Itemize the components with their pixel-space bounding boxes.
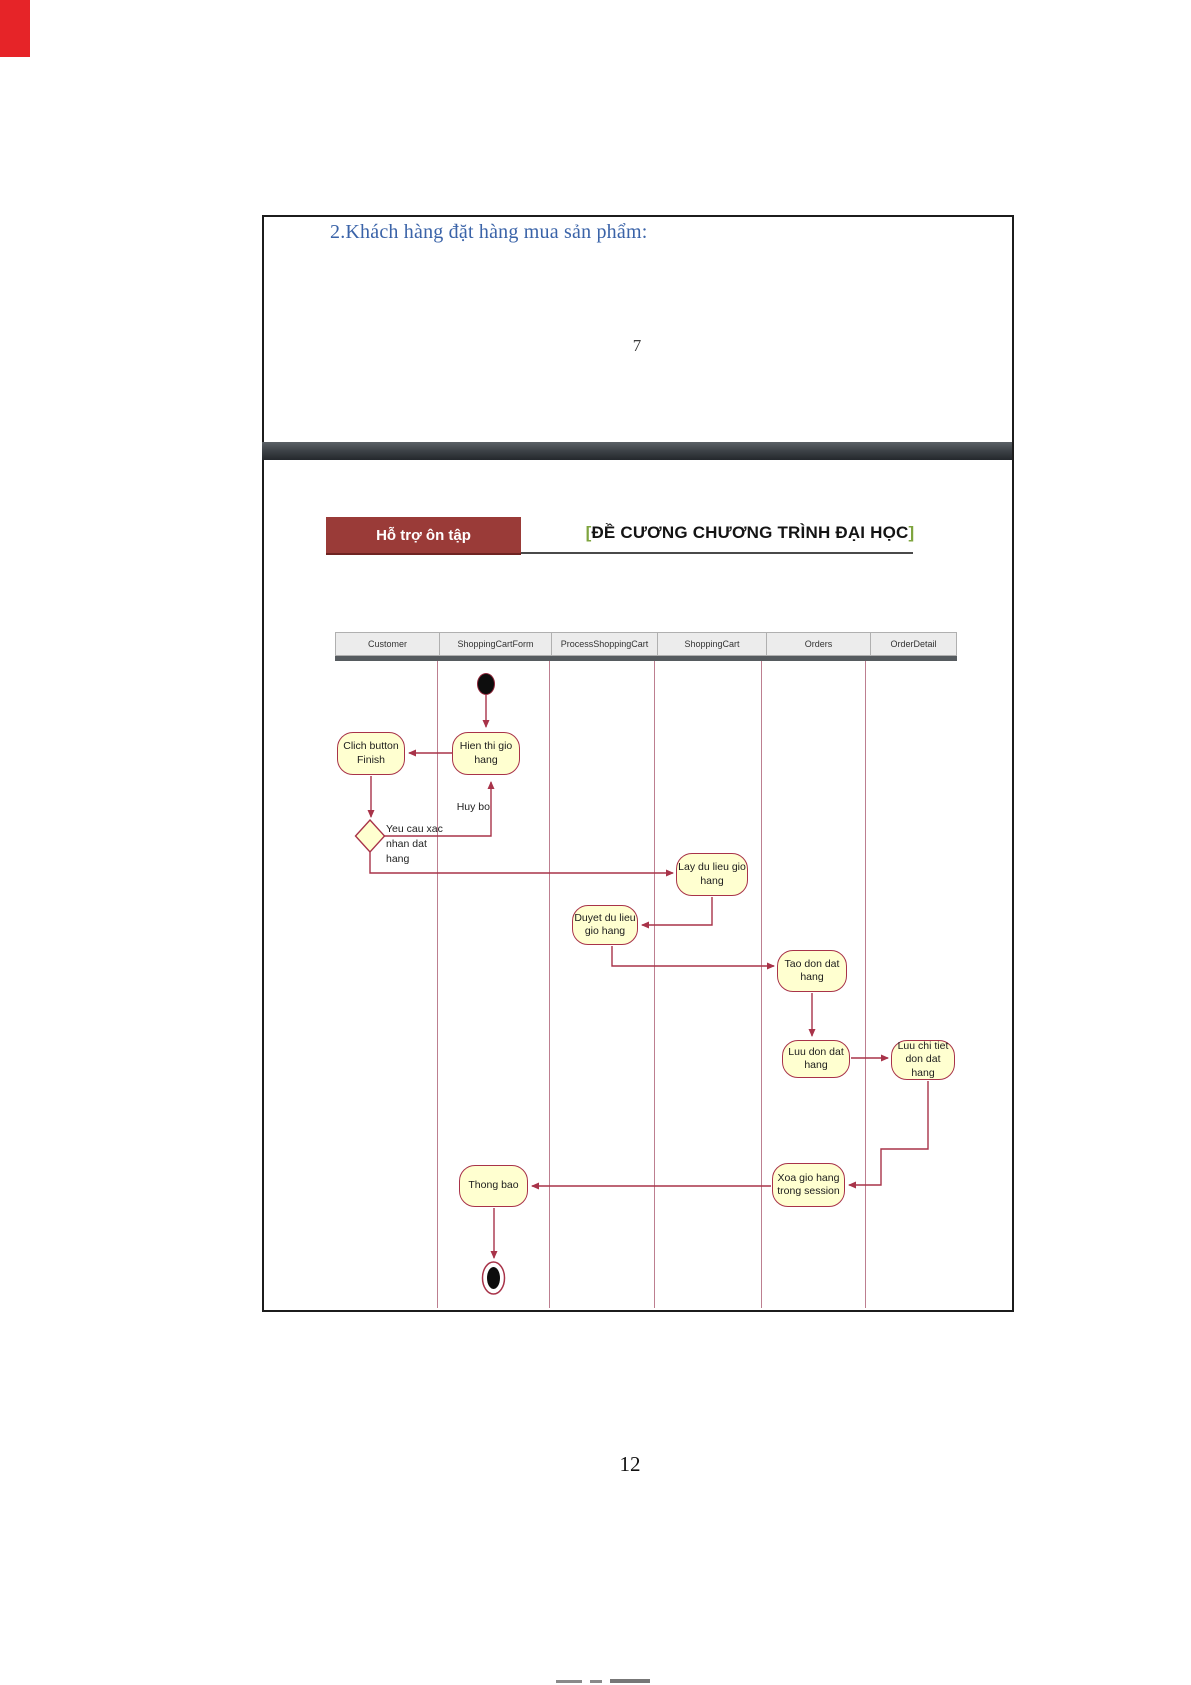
column-header-orders: Orders (767, 633, 871, 655)
activity-node-save-order-detail: Luu chi tiet don dat hang (891, 1040, 955, 1080)
edge-detail-to-clear-cart (849, 1081, 928, 1185)
activity-node-show-cart: Hien thi gio hang (452, 732, 520, 775)
cut-off-footer-fragment (556, 1680, 582, 1683)
section-heading: 2.Khách hàng đặt hàng mua sản phẩm: (330, 221, 648, 243)
cut-off-footer-fragment (590, 1680, 602, 1683)
column-header-customer: Customer (336, 633, 440, 655)
column-header-shoppingcartform: ShoppingCartForm (440, 633, 552, 655)
title-bracket-close: ] (908, 523, 915, 542)
edge-browse-to-create-order (612, 946, 774, 966)
final-node (483, 1262, 505, 1294)
activity-node-get-cart-data: Lay du lieu gio hang (676, 853, 748, 896)
activity-node-click-finish: Clich button Finish (337, 732, 405, 775)
column-header-orderdetail: OrderDetail (890, 639, 937, 649)
decision-diamond (356, 820, 385, 852)
activity-node-browse-cart-data: Duyet du lieu gio hang (572, 905, 638, 945)
title-text: ĐỀ CƯƠNG CHƯƠNG TRÌNH ĐẠI HỌC (591, 523, 909, 542)
column-header-processshoppingcart: ProcessShoppingCart (552, 633, 658, 655)
page-number-7: 7 (632, 336, 642, 355)
column-header-shoppingcart: ShoppingCart (658, 633, 767, 655)
title-bracket-open: [ (585, 523, 592, 542)
activity-node-create-order: Tao don dat hang (777, 950, 847, 992)
edge-get-to-browse (642, 897, 712, 925)
brand-label: Hỗ trợ ôn tập (376, 526, 471, 544)
initial-node (478, 674, 495, 695)
activity-node-save-order: Luu don dat hang (782, 1040, 850, 1078)
page-number-12: 12 (619, 1452, 641, 1476)
cut-off-footer-fragment (610, 1679, 650, 1683)
edge-label-confirm-request: Yeu cau xac nhan dat hang (386, 823, 443, 866)
edge-label-cancel: Huy bo (456, 801, 490, 813)
activity-node-clear-cart-session: Xoa gio hang trong session (772, 1163, 845, 1207)
activity-node-notify: Thong bao (459, 1165, 528, 1207)
